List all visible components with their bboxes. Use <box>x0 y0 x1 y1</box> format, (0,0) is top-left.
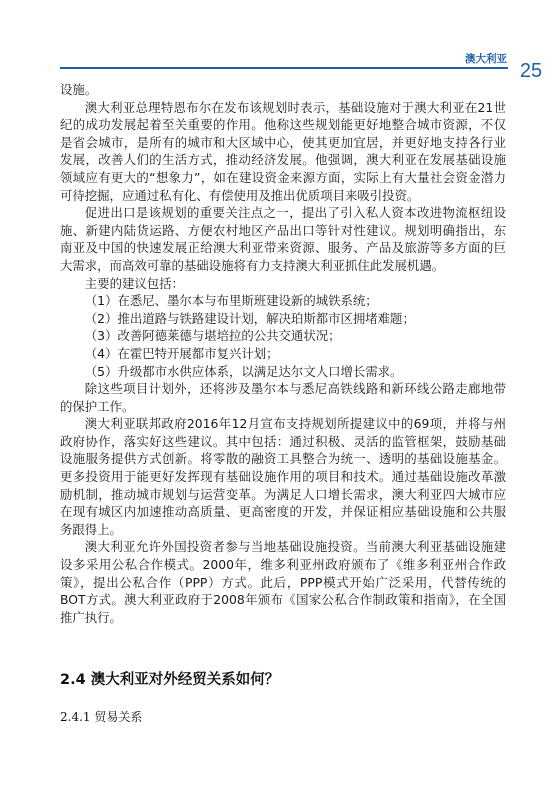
paragraph: 设施。 <box>60 82 98 97</box>
section-heading: 2.4 澳大利亚对外经贸关系如何？ <box>60 672 280 688</box>
running-header: 澳大利亚 <box>465 53 507 65</box>
body-text <box>60 81 506 626</box>
paragraph: 主要的建议包括： <box>84 275 184 291</box>
paragraph: 澳大利亚允许外国投资者参与当地基础设施投资。当前澳大利亚基础设施建设多采用公私合作模式。2000年，维多利亚州政府颁布了《维多利亚州合作政策》，提出公私合作（PPP）方式。此后，PPP模式开始广泛采用，代替传统的BOT方式。澳大利亚政府于2008年颁布《国家公私合作制政策和指南》，在全国推广执行。 <box>60 539 506 625</box>
page-number: 25 <box>519 60 543 82</box>
list-item: （3）改善阿德莱德与堪培拉的公共交通状况； <box>84 328 341 344</box>
list-item: （4）在霍巴特开展都市复兴计划； <box>84 345 279 361</box>
subsection-heading: 2.4.1 贸易关系 <box>60 710 143 724</box>
paragraph: 澳大利亚联邦政府2016年12月宣布支持规划所提建议中的69项，并将与州政府协作，落实好这些建议。其中包括：通过积极、灵活的监管框架，鼓励基础设施服务提供方式创新。将零散的融资工具整合为统一、透明的基础设施基金。更多投资用于能更好发挥现有基础设施作用的项目和技术。通过基础设施改革激励机制，推动城市规划与运营变革。为满足人口增长需求，澳大利亚四大城市应在现有城区内加速推动高质量、更高密度的开发，并保证相应基础设施和公共服务跟得上。 <box>60 416 506 537</box>
paragraph: 促进出口是该规划的重要关注点之一，提出了引入私人资本改进物流枢纽设施、新建内陆货运路、方便农村地区产品出口等针对性建议。规划明确指出，东南亚及中国的快速发展正给澳大利亚带来资源、服务、产品及旅游等多方面的巨大需求，而高效可靠的基础设施将有力支持澳大利亚抓住此发展机遇。 <box>60 205 506 273</box>
list-item: （1）在悉尼、墨尔本与布里斯班建设新的城铁系统； <box>84 293 378 309</box>
header-divider <box>60 67 508 69</box>
paragraph: 澳大利亚总理特恩布尔在发布该规划时表示，基础设施对于澳大利亚在21世纪的成功发展起着至关重要的作用。他称这些规划能更好地整合城市资源，不仅是省会城市，是所有的城市和大区域中心，使其更加宜居，并更好地支持各行业发展，改善人们的生活方式，推动经济发展。他强调，澳大利亚在发展基础设施领域应有更大的“想象力”，如在建设资金来源方面，实际上有大量社会资金潜力可待挖掘，应通过私有化、有偿使用及推出优质项目来吸引投资。 <box>60 99 506 203</box>
list-item: （2）推出道路与铁路建设计划，解决珀斯都市区拥堵难题； <box>84 310 415 326</box>
list-item: （5）升级都市水供应体系，以满足达尔文人口增长需求。 <box>84 363 403 379</box>
paragraph: 除这些项目计划外，还将涉及墨尔本与悉尼高铁线路和新环线公路走廊地带的保护工作。 <box>60 381 506 414</box>
